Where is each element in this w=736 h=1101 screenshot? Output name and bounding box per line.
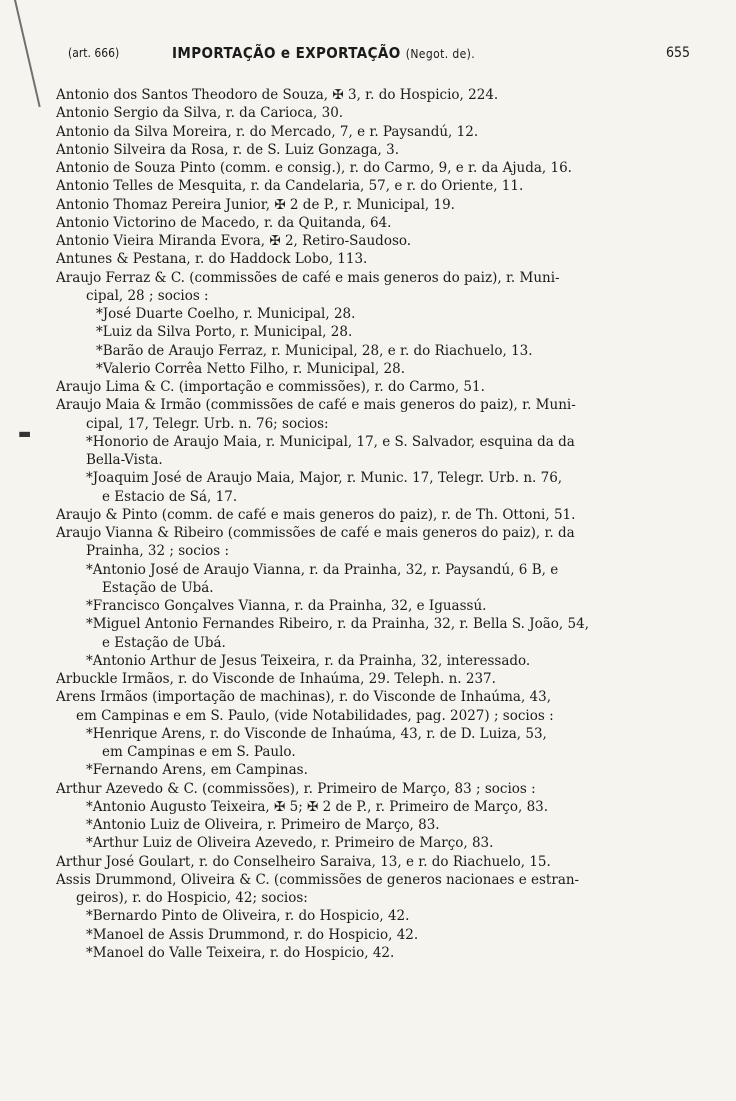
entry-line: em Campinas e em S. Paulo. [102,744,296,760]
entry-line: Bella-Vista. [86,452,163,468]
entry-line: cipal, 28 ; socios : [86,287,209,304]
entry-line: Antonio Thomaz Pereira Junior, ✠ 2 de P., r. Municipal, 19. [56,196,455,213]
entry-line: geiros), r. do Hospicio, 42; socios: [76,890,308,906]
entry-line: Araujo & Pinto (comm. de café e mais generos do paiz), r. de Th. Ottoni, 51. [56,506,576,523]
entry-line: em Campinas e em S. Paulo, (vide Notabilidades, pag. 2027) ; socios : [76,707,554,724]
running-title-small: (Negot. de). [405,47,476,61]
running-title-bold: IMPORTAÇÃO e EXPORTAÇÃO [172,44,401,62]
entry-line: Prainha, 32 ; socios : [86,543,230,560]
entry-line: Araujo Maia & Irmão (commissões de café e mais generos do paiz), r. Muni- [56,397,576,414]
entry-line: *Antonio Arthur de Jesus Teixeira, r. da Prainha, 32, interessado. [86,652,531,669]
entry-line: Araujo Vianna & Ribeiro (commissões de café e mais generos do paiz), r. da [56,525,575,541]
entry-line: *Valerio Corrêa Netto Filho, r. Municipal, 28. [96,360,405,377]
entry-line: e Estação de Ubá. [102,634,226,651]
entry-line: *Antonio Augusto Teixeira, ✠ 5; ✠ 2 de P., r. Primeiro de Março, 83. [86,798,549,815]
entry-line: Antonio da Silva Moreira, r. do Mercado, 7, e r. Paysandú, 12. [56,123,479,140]
entry-line: Antonio Vieira Miranda Evora, ✠ 2, Retiro-Saudoso. [56,233,412,249]
entry-line: *Manoel de Assis Drummond, r. do Hospicio, 42. [86,926,419,943]
margin-mark: ▬ [18,426,32,442]
entry-line: *Antonio José de Araujo Vianna, r. da Prainha, 32, r. Paysandú, 6 B, e [86,561,559,578]
entry-line: Antonio Sergio da Silva, r. da Carioca, 30. [56,105,344,122]
entry-line: *Joaquim José de Araujo Maia, Major, r. Munic. 17, Telegr. Urb. n. 76, [86,470,563,487]
entry-line: *Barão de Araujo Ferraz, r. Municipal, 28, e r. do Riachuelo, 13. [96,342,533,359]
binding-line [14,0,41,107]
entry-line: Antonio Victorino de Macedo, r. da Quitanda, 64. [56,214,392,231]
entry-line: *Honorio de Araujo Maia, r. Municipal, 17, e S. Salvador, esquina da da [86,433,575,450]
entry-line: *Miguel Antonio Fernandes Ribeiro, r. da Prainha, 32, r. Bella S. João, 54, [86,616,589,633]
entry-line: Araujo Lima & C. (importação e commissões), r. do Carmo, 51. [56,379,485,395]
entry-line: Antonio Telles de Mesquita, r. da Candelaria, 57, e r. do Oriente, 11. [56,178,524,195]
entry-line: Antonio Silveira da Rosa, r. de S. Luiz Gonzaga, 3. [56,141,399,158]
entry-line: Antonio de Souza Pinto (comm. e consig.), r. do Carmo, 9, e r. da Ajuda, 16. [56,160,572,176]
entry-line: Arens Irmãos (importação de machinas), r. do Visconde de Inhaúma, 43, [56,689,552,706]
entry-line: Estação de Ubá. [102,579,214,596]
entry-line: *José Duarte Coelho, r. Municipal, 28. [96,306,356,322]
entry-line: Antonio dos Santos Theodoro de Souza, ✠ 3, r. do Hospicio, 224. [56,87,499,103]
entry-line: *Henrique Arens, r. do Visconde de Inhaúma, 43, r. de D. Luiza, 53, [86,725,547,742]
entry-line: Antunes & Pestana, r. do Haddock Lobo, 113. [56,251,368,268]
entry-line: *Manoel do Valle Teixeira, r. do Hospicio, 42. [86,944,395,961]
entry-line: *Bernardo Pinto de Oliveira, r. do Hospicio, 42. [86,908,410,925]
entry-line: Assis Drummond, Oliveira & C. (commissões de generos nacionaes e estran- [56,871,580,888]
entry-line: *Luiz da Silva Porto, r. Municipal, 28. [96,324,353,341]
entry-line: *Antonio Luiz de Oliveira, r. Primeiro de Março, 83. [86,817,440,833]
entry-line: *Arthur Luiz de Oliveira Azevedo, r. Primeiro de Março, 83. [86,835,494,852]
running-title [172,44,475,62]
entry-line: Arbuckle Irmãos, r. do Visconde de Inhaúma, 29. Teleph. n. 237. [56,671,496,687]
entry-line: cipal, 17, Telegr. Urb. n. 76; socios: [86,415,329,432]
page-number: 655 [665,45,690,61]
entry-line: Arthur Azevedo & C. (commissões), r. Primeiro de Março, 83 ; socios : [56,780,536,797]
directory-entries [56,86,696,962]
page-header [62,44,690,66]
entry-line: Arthur José Goulart, r. do Conselheiro Saraiva, 13, e r. do Riachuelo, 15. [56,853,551,870]
entry-line: e Estacio de Sá, 17. [102,488,238,505]
entry-line: *Fernando Arens, em Campinas. [86,762,308,779]
entry-line: Araujo Ferraz & C. (commissões de café e mais generos do paiz), r. Muni- [56,269,560,286]
entry-line: *Francisco Gonçalves Vianna, r. da Prainha, 32, e Iguassú. [86,598,487,614]
article-ref: (art. 666) [68,46,120,60]
